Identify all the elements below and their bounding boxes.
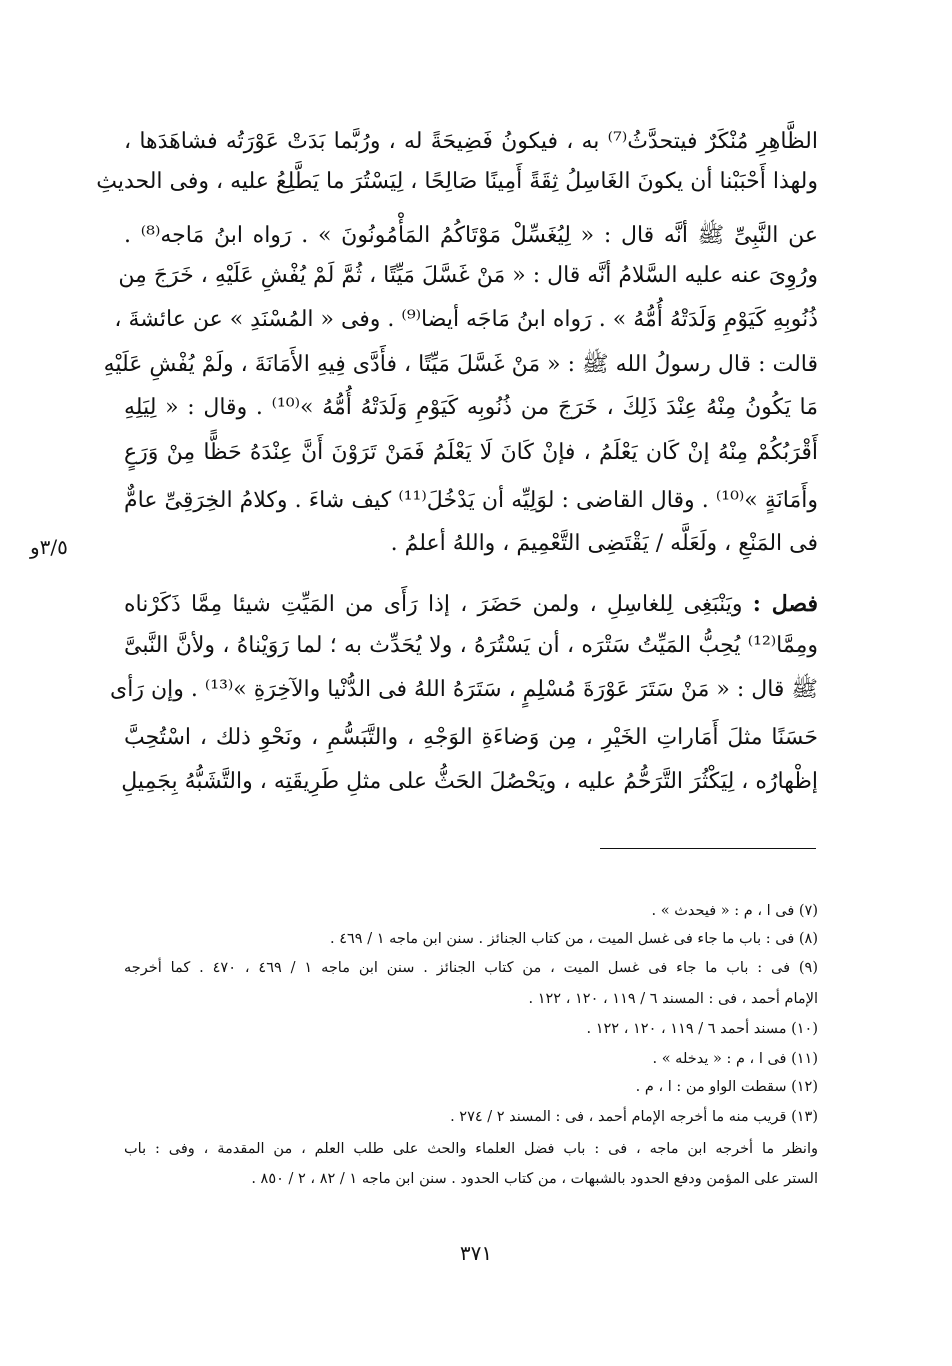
text-line: ومِمَّا⁽¹²⁾ يُحِبُّ المَيِّتُ سَتْرَه ، أن يَسْتُرَهُ ، ولا يُحَدِّث به ؛ لما رَوَيْناهُ ، ولأنَّ النَّبىَّ [124,633,818,658]
section-heading: فصل : [752,591,818,617]
text-line: ذُنُوبِهِ كَيَوْمِ وَلَدَتْهُ أُمُّهُ » . رَواه ابنُ مَاجَه أيضا⁽⁹⁾ . وفى « المُسْنَدِ » عن عائشةَ ، [114,307,818,332]
footnote-line: (١٣) قريب منه ما أخرجه الإمام أحمد ، فى : المسند ٢ / ٢٧٤ . [450,1109,818,1125]
text-line: ورُوِىَ عنه عليه السَّلامُ أنَّه قال : « مَنْ غَسَّلَ مَيِّتًا ، ثُمَّ لَمْ يُفْشِ عَلَيْهِ ، خَرَجَ مِن [118,263,818,288]
footnote-line: (١٠) مسند أحمد ٦ / ١١٩ ، ١٢٠ ، ١٢٢ . [586,1021,818,1037]
footnote-line: (٧) فى ا ، م : « فيحدث » . [651,903,818,919]
section-first-line [124,584,818,624]
footnote-line: (٩) فى : باب ما جاء فى غسل الميت ، من كتاب الجنائز . سنن ابن ماجه ١ / ٤٦٩ ، ٤٧٠ . كما أخرجه [124,960,818,976]
footnote-line: (٨) فى : باب ما جاء فى غسل الميت ، من كتاب الجنائز . سنن ابن ماجه ١ / ٤٦٩ . [330,931,818,947]
text-line: عن النَّبِىِّ ﷺ أنَّه قال : « لِيُغَسِّلْ مَوْتَاكُمُ المَأْمُونُونَ » . رَواه ابنُ مَاجه⁽⁸⁾ . [124,223,818,248]
text-line: حَسَنًا مثلَ أَمَاراتِ الخَيْرِ ، مِن وَضاءَةِ الوَجْهِ ، والتَّبَسُّمِ ، ونَحْوِ ذلك ، اسْتُحِبَّ [124,725,818,750]
text-line: ﷺ قال : « مَنْ سَتَرَ عَوْرَةَ مُسْلِمٍ ، سَتَرَهُ اللهُ فى الدُّنْيا والآخِرَةِ »⁽¹³⁾ . وإن رَأى [110,677,818,702]
text-line: قالت : قال رسولُ الله ﷺ : « مَنْ غَسَّلَ مَيِّتًا ، فأَدَّى فِيهِ الأَمَانَةَ ، ولَمْ يُفْشِ عَلَيْهِ [103,352,818,377]
footnote-line: الستر على المؤمن ودفع الحدود بالشبهات ، من كتاب الحدود . سنن ابن ماجه ١ / ٨٢ ، ٢ / ٨٥٠ . [251,1171,818,1187]
page-number: ٣٧١ [459,1241,493,1265]
footnote-line: (١٢) سقطت الواو من : ا ، م . [635,1079,818,1095]
footnote-line: وانظر ما أخرجه ابن ماجه ، فى : باب فضل العلماء والحث على طلب العلم ، من المقدمة ، وفى : باب [124,1141,818,1157]
footnote-separator [600,848,816,849]
footnote-line: (١١) فى ا ، م : « يدخله » . [652,1051,818,1067]
margin-note: ٣/٥و [30,535,68,559]
text-line: الظَّاهِرِ مُنْكَرٌ فيتحدَّثُ⁽⁷⁾ به ، فيكونُ فَضِيحَةً له ، ورُبَّما بَدَتْ عَوْرَتُه فشاهَدَها ، [124,129,818,154]
text-line: مَا يَكُونُ مِنْهُ عِنْدَ ذَلِكَ ، خَرَجَ من ذُنُوبِه كَيَوْمِ وَلَدَتْهُ أُمُّهُ »⁽¹⁰⁾ . وقال : « لِيَلِهِ [124,395,818,420]
text-line: أَقْرَبُكُمْ مِنْهُ إنْ كَان يَعْلَمُ ، فإنْ كَانَ لَا يَعْلَمُ فَمَنْ تَرَوْنَ أَنَّ عِنْدَهُ حَظًّا مِنْ وَرَعٍ [124,440,818,465]
section-text: ويَنْبَغِى لِلغاسِلِ ، ولمن حَضَرَ ، إذا رَأَى من المَيِّتِ شيئا مِمَّا ذَكَرْناه [124,592,743,617]
text-line: إظْهارُه ، لِيَكْثُرَ التَّرَحُّمُ عليه ، ويَحْصُلَ الحَثُّ على مثلِ طَرِيقَتِه ، والتَّشَبُّهُ بِجَمِيلِ [121,769,818,794]
text-line: ولهذا أَحْبَبْنا أن يكونَ الغَاسِلُ ثِقَةً أَمِينًا صَالِحًا ، لِيَسْتُرَ ما يَطَّلِعُ عليه ، وفى الحديثِ [96,169,818,194]
text-line: وأَمَانَةٍ »⁽¹⁰⁾ . وقال القاضى : لوَلِيِّه أن يَدْخُلَ⁽¹¹⁾ كيف شاءَ . وكلامُ الخِرَقِىِّ عامٌّ [124,488,819,513]
footnote-line: الإمام أحمد ، فى : المسند ٦ / ١١٩ ، ١٢٠ ، ١٢٢ . [528,991,818,1007]
text-line: فى المَنْعِ ، ولَعَلَّه / يَقْتَضِى التَّعْمِيمَ ، واللهُ أعلمُ . [390,531,818,556]
